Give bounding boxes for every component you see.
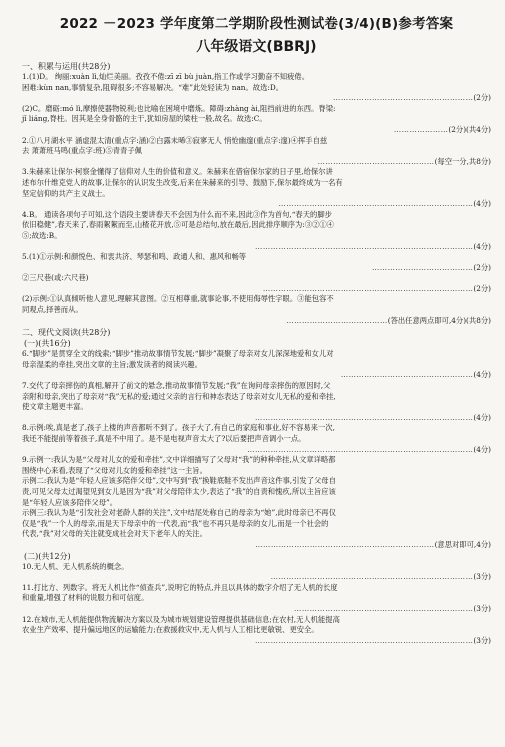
score-text: (4分) xyxy=(473,412,491,422)
score-line xyxy=(22,445,491,456)
leader-dots: …………………………………………… xyxy=(340,370,474,380)
score-line xyxy=(22,93,491,104)
answer-line: 示例二:我认为是“年轻人应该多陪伴父母”,文中写到“我”换鞋底鞋不发出声音这件事,引发了父母自 xyxy=(22,476,336,486)
answer-line: 9.示例一:我认为是“父母对儿女的爱和牵挂”,文中详细描写了父母对“我”的种种牵挂,从文章详略都 xyxy=(22,455,336,465)
score-text: (2分) xyxy=(473,283,491,293)
answer-line: 责,可见父母太过渴望见到女儿是因为“我”对父母陪伴太少,表达了“我”的自责和愧疚,所以主旨应该 xyxy=(22,486,336,496)
answer-line: 依旧稳健”,春天来了,春雨絮絮而至,山楂花开放,⑤可是总结句,放在最后,因此排序顺序为:③②①④ xyxy=(22,220,334,230)
answer-line: 10.无人机、无人机系统的概念。 xyxy=(22,561,129,571)
leader-dots: …………………………………………………………………………… xyxy=(247,444,474,454)
score-text: (4分) xyxy=(473,444,491,454)
answer-line: 坚定信仰的共产主义战士。 xyxy=(22,188,110,198)
answer-line: (2)C。磨砺:mó lì,摩擦使器物锐利;也比喻在困境中磨炼。障碍:zhàng ài,阻挡前进的东西。脊梁: xyxy=(22,103,336,113)
answer-line: 3.朱赫来让保尔·柯察金懂得了信仰对人生的价值和意义。朱赫来在借宿保尔家的日子里,给保尔讲 xyxy=(22,167,333,177)
answer-line: (2)示例:①认真倾听他人意见,理解其意图。②互相尊重,就事论事,不使用侮辱性字眼。③能包容不 xyxy=(22,294,334,304)
answer-line: 亲附和母亲,突出了母亲对“我”无私的爱;通过父亲的言行和神态表达了母亲对女儿无私的爱和牵挂, xyxy=(22,391,336,401)
score-text: (3分) xyxy=(473,572,491,582)
answer-line: 5.(1)①示例:和颜悦色、和衷共济、琴瑟和鸣、政通人和、惠风和畅等 xyxy=(22,252,247,262)
leader-dots: ………………………………………………………………………… xyxy=(255,635,474,645)
leader-dots: ……………………………………… xyxy=(317,156,435,166)
leader-dots: ……………………………………………………………………… xyxy=(262,283,474,293)
answer-content xyxy=(22,61,491,646)
score-line xyxy=(22,604,491,615)
score-text: (意思对即可,4分) xyxy=(434,539,491,549)
answer-line: ②三尺巷(或:六尺巷) xyxy=(22,273,89,283)
score-line xyxy=(22,316,491,327)
score-text: (4分) xyxy=(473,370,491,380)
leader-dots: …………………………………………………………… xyxy=(294,603,474,613)
answer-line: 母亲湿柔的牵挂,突出文章的主旨;激发读者的阅读兴趣。 xyxy=(22,359,202,369)
score-line xyxy=(22,242,491,253)
document-subtitle: 八年级语文(BBRJ) xyxy=(196,39,317,55)
score-line xyxy=(22,540,491,551)
score-line xyxy=(22,199,491,210)
answer-line: 农业生产效率、提升偏远地区的运输能力;在救援救灾中,无人机与人工相比更敏锐、更安全。 xyxy=(22,625,319,635)
section-heading: 一、积累与运用(共28分) xyxy=(22,62,111,71)
score-line xyxy=(22,284,491,295)
answer-line: 1.(1)D。 绚丽:xuàn lì,灿烂美丽。孜孜不倦:zī zī bù juàn,指工作或学习勤奋不知疲倦。 xyxy=(22,72,309,81)
answer-line: 使文章主题更丰富。 xyxy=(22,402,88,412)
answer-line: 2.①八月湖水平 涵虚混太清(重点字:涵)②白露未晞③寂寥无人 悄怆幽邃(重点字:邃)④挥手自兹 xyxy=(22,135,328,145)
answer-line: 同观点,择善而从。 xyxy=(22,305,83,315)
answer-line: 代表,“我”对父母的关注就变成社会对天下老年人的关注。 xyxy=(22,529,207,539)
answer-line: 我还不能提前等着孩子,真是不中用了。是不是电视声音太大了?以后要把声音调小一点。 xyxy=(22,434,306,443)
answer-line: 示例三:我认为是“引发社会对老龄人群的关注”,文中结尾处称自己的母亲为“她”,此时母亲已不再仅 xyxy=(22,508,336,518)
answer-line: 仅是“我”一个人的母亲,而是天下母亲中的一代表,而“我”也不再只是母亲的女儿,而是一个社会的 xyxy=(22,518,329,528)
document-title: 2022 －2023 学年度第二学期阶段性测试卷(3/4)(B)参考答案 xyxy=(59,16,454,32)
leader-dots: …………………………………………………………………… xyxy=(270,572,474,582)
leader-dots: ………………………………………………………………………… xyxy=(255,412,474,422)
leader-dots: ………………………………… xyxy=(372,262,474,272)
subsection-heading: (二)(共12分) xyxy=(24,551,71,561)
score-text: (3分) xyxy=(473,635,491,645)
answer-line: 围绕中心来看,表现了“父母对儿女的爱和牵挂”这一主旨。 xyxy=(22,465,207,475)
score-line xyxy=(22,636,491,647)
score-text: (2分) xyxy=(473,262,491,272)
leader-dots: ………………………………… xyxy=(286,315,388,325)
leader-dots: ………………………………………………………………………… xyxy=(255,241,474,251)
score-text: (4分) xyxy=(473,241,491,251)
score-text: (3分) xyxy=(473,603,491,613)
answer-line: 是“年轻人应该多陪伴父母”。 xyxy=(22,497,118,507)
answer-line: 4.B。 通读各项句子可知,这个语段主要讲春天不会因为什么而不来,因此③作为首句,“春天的脚步 xyxy=(22,209,332,219)
subsection-heading: (一)(共16分) xyxy=(24,339,71,349)
answer-line: 11.打比方、列数字。将无人机比作“侦查兵”,说明它的特点,并且以具体的数字介绍了无人机的长度 xyxy=(22,582,338,592)
answer-line: jǐ liáng,脊柱。因其是全身骨骼的主干,犹如房屋的梁柱一般,故名。故选:C。 xyxy=(22,114,267,124)
answer-line: 述布尔什维克党人的故事,让保尔的认识发生改变,后来在朱赫来的引导、鼓励下,保尔最终成为一名有 xyxy=(22,177,343,187)
score-line xyxy=(22,572,491,583)
score-text: (2分)(共4分) xyxy=(448,124,491,134)
score-line xyxy=(22,370,491,381)
score-line xyxy=(22,413,491,424)
score-line xyxy=(22,125,491,136)
leader-dots: ………………………………………………………………… xyxy=(278,199,474,209)
answer-line: 8.示例:唉,真是老了,孩子上楼的声音都听不到了。孩子大了,有自己的家庭和事业,好不容易来一次, xyxy=(22,423,335,433)
answer-line: 12.在城市,无人机能提供物流解决方案以及为城市规划建设管理提供基础信息;在农村,无人机能提高 xyxy=(22,614,340,624)
score-text: (2分) xyxy=(473,93,491,103)
score-line xyxy=(22,263,491,274)
score-line xyxy=(22,157,491,168)
leader-dots: ………………… xyxy=(393,124,449,134)
answer-line: 和重量,增强了材料的说服力和可信度。 xyxy=(22,593,149,603)
leader-dots: …………………………………………………………… xyxy=(255,539,435,549)
leader-dots: ……………………………………………… xyxy=(333,93,474,103)
answer-line: 7.交代了母亲摔伤的真相,解开了前文的悬念,推动故事情节发展;“我”在询问母亲摔伤的原因时,父 xyxy=(22,381,331,391)
score-text: (4分) xyxy=(473,199,491,209)
answer-line: ⑤;故选:B。 xyxy=(22,230,62,240)
answer-line: 困难:kùn nan,事情复杂,阻碍很多;不容易解决。“难”此处轻读为 nan。故选:D。 xyxy=(22,82,284,92)
answer-line: 6.“脚步”是贯穿全文的线索;“脚步”推动故事情节发展;“脚步”凝聚了母亲对女儿深深地爱和女儿对 xyxy=(22,349,334,359)
score-text: (答出任意两点即可,4分)(共8分) xyxy=(387,315,491,325)
answer-line: 去 萧萧班马鸣(重点字:班)⑤青青子佩 xyxy=(22,146,142,156)
section-heading: 二、现代文阅读(共28分) xyxy=(22,328,111,338)
score-text: (每空一分,共8分) xyxy=(434,156,491,166)
